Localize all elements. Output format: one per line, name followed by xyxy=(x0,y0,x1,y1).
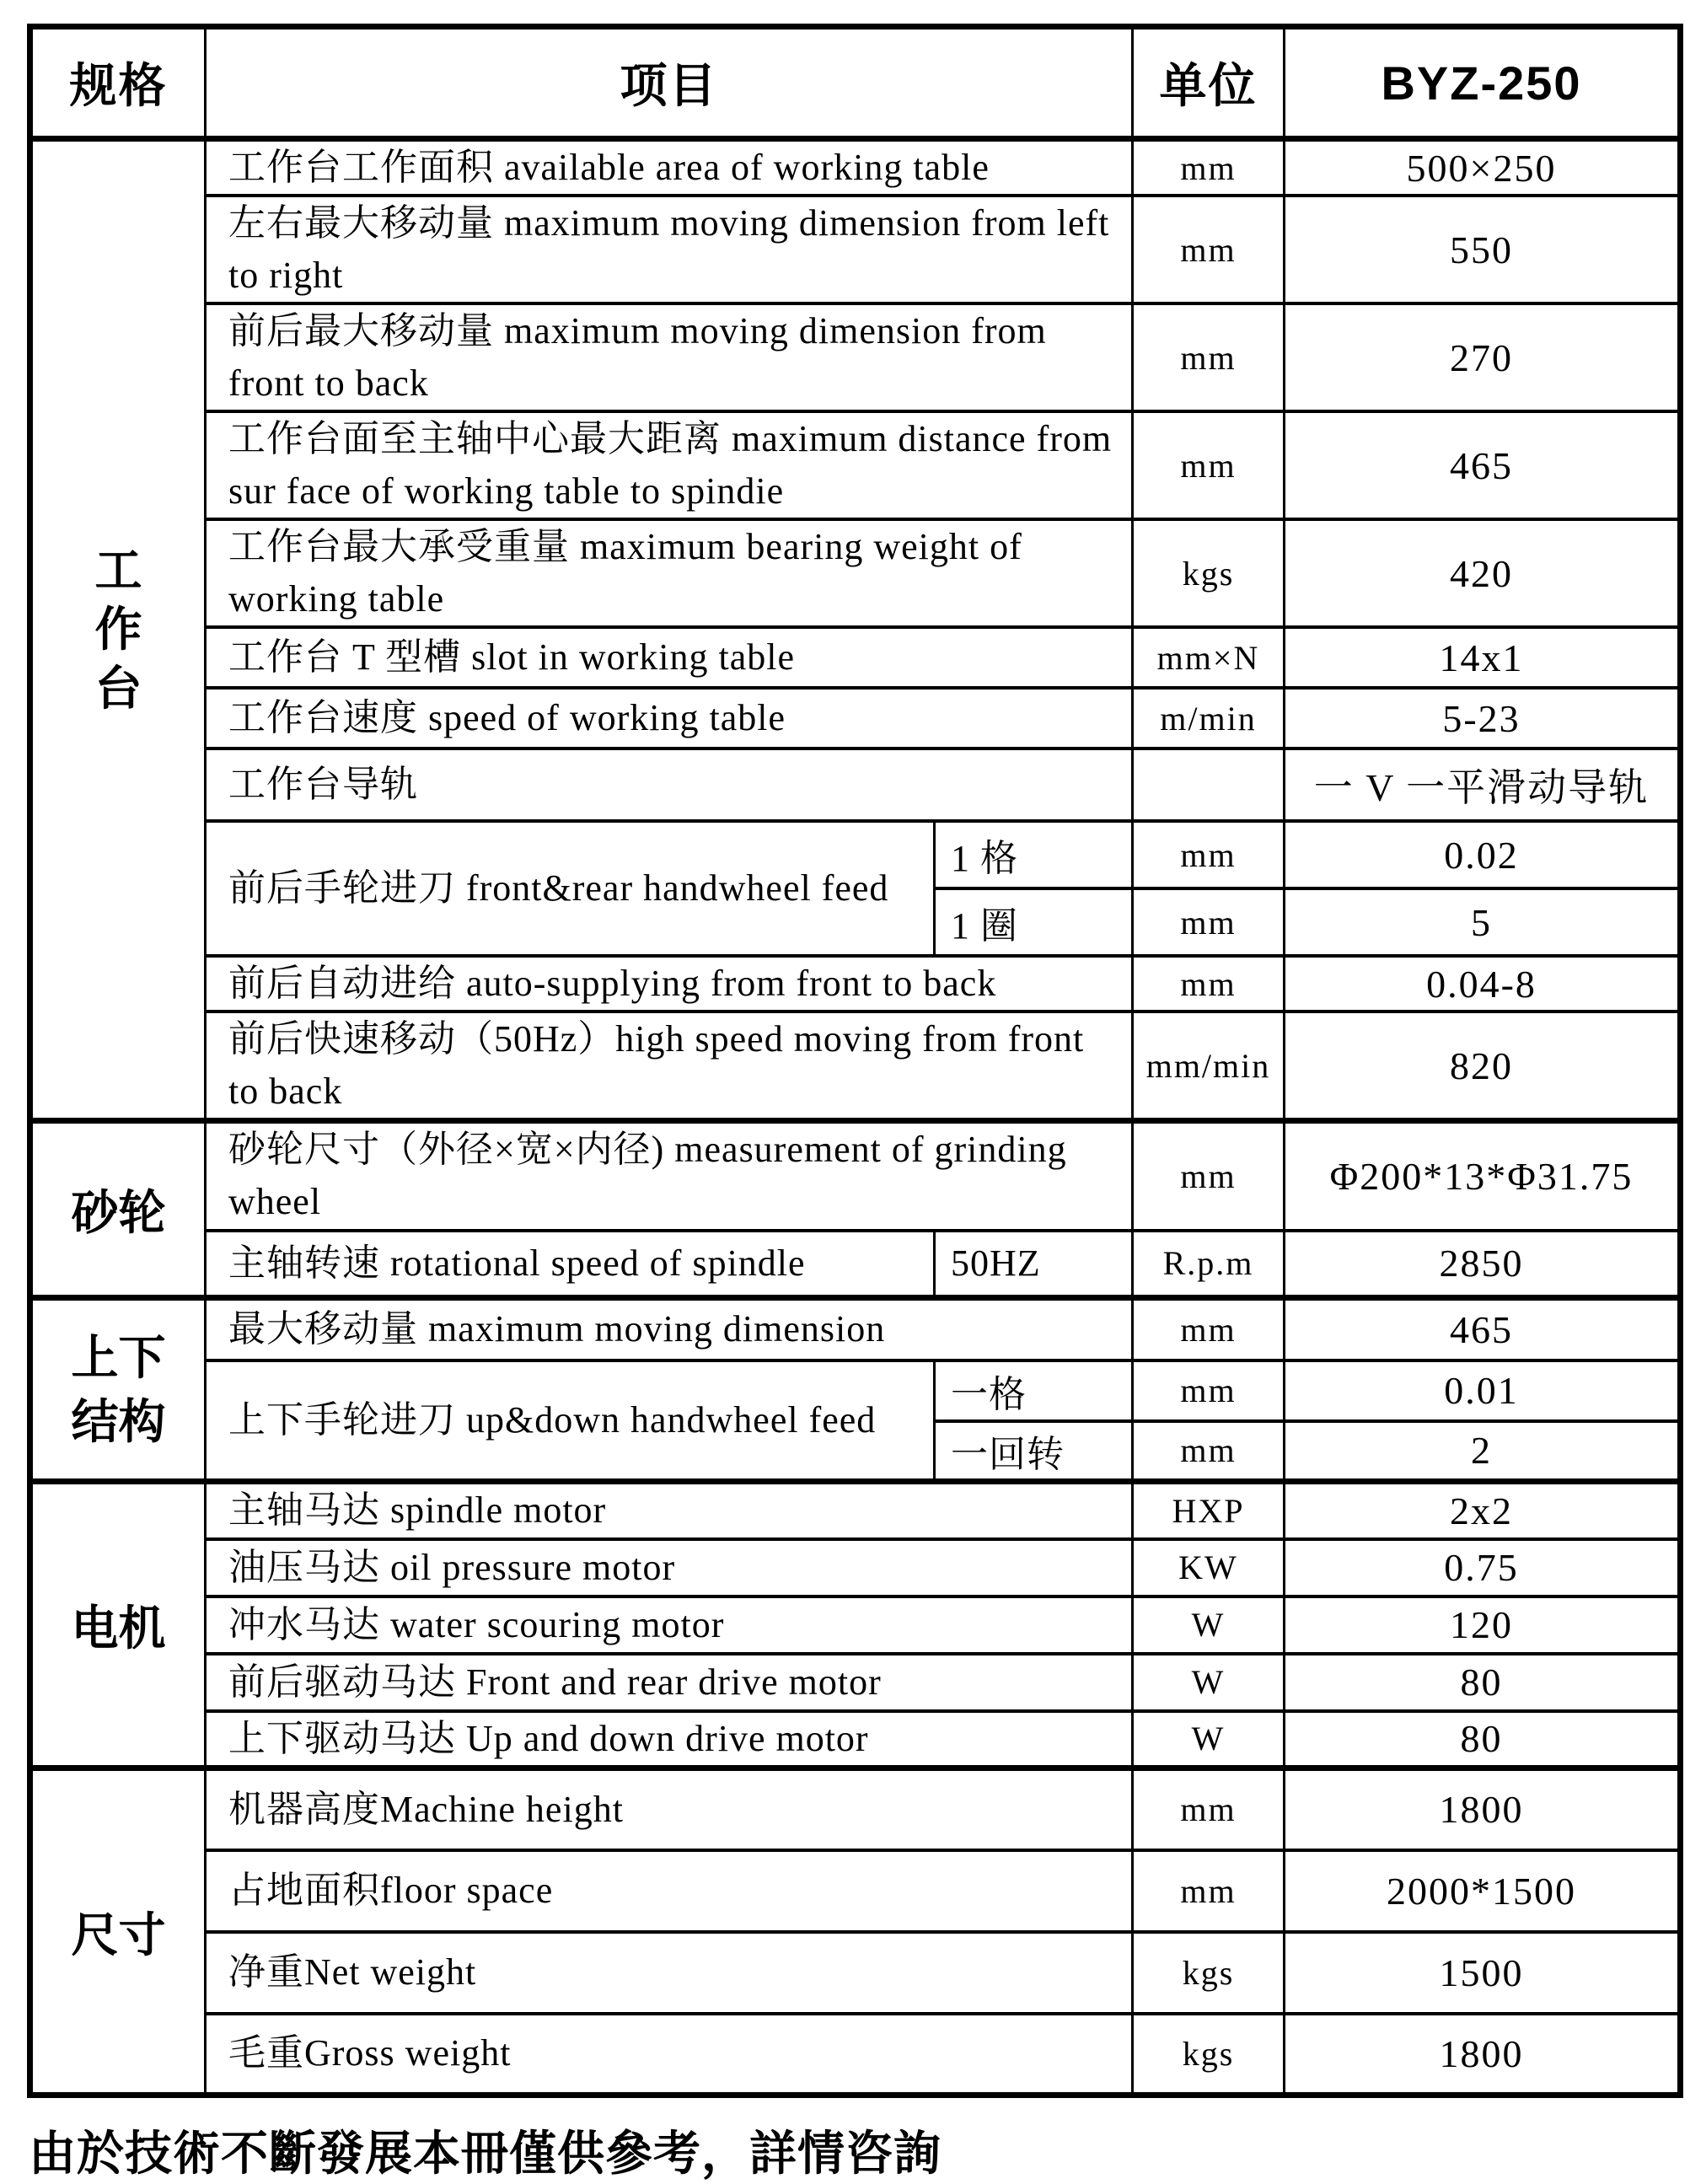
unit-cell: m/min xyxy=(1133,688,1285,749)
group-label-text: 工作台 xyxy=(94,544,142,715)
header-row xyxy=(30,27,1681,139)
value-cell: 820 xyxy=(1285,1012,1681,1121)
item-cell: 前后自动进给 auto-supplying from front to back xyxy=(206,956,1133,1012)
unit-cell: W xyxy=(1133,1654,1285,1711)
group-label-size: 尺寸 xyxy=(30,1768,206,2095)
value-cell: 5-23 xyxy=(1285,688,1681,749)
table-row xyxy=(30,1539,1681,1596)
group-label-worktable xyxy=(30,139,206,1121)
unit-cell: KW xyxy=(1133,1539,1285,1596)
value-cell: 5 xyxy=(1285,888,1681,956)
item-cell: 机器高度Machine height xyxy=(206,1768,1133,1850)
unit-cell: kgs xyxy=(1133,2014,1285,2095)
value-cell: Φ200*13*Φ31.75 xyxy=(1285,1121,1681,1231)
sub-item-cell: 一格 xyxy=(935,1360,1133,1421)
table-row xyxy=(30,1482,1681,1539)
unit-cell: mm×N xyxy=(1133,627,1285,688)
table-row xyxy=(30,303,1681,411)
header-cell-spec: 规格 xyxy=(30,27,206,139)
sub-item-cell: 50HZ xyxy=(935,1231,1133,1298)
table-row xyxy=(30,1231,1681,1298)
value-cell: 0.02 xyxy=(1285,821,1681,888)
item-cell: 工作台最大承受重量 maximum bearing weight of working table xyxy=(206,519,1133,627)
sub-item-cell: 1 圈 xyxy=(935,888,1133,956)
item-cell: 前后快速移动（50Hz）high speed moving from front to back xyxy=(206,1012,1133,1121)
group-label-text: 上下结构 xyxy=(71,1330,166,1448)
item-cell: 净重Net weight xyxy=(206,1932,1133,2014)
unit-cell: W xyxy=(1133,1596,1285,1654)
item-cell: 上下驱动马达 Up and down drive motor xyxy=(206,1711,1133,1768)
spec-table xyxy=(27,24,1683,2098)
group-label-updown xyxy=(30,1298,206,1482)
table-row xyxy=(30,1711,1681,1768)
item-cell: 砂轮尺寸（外径×宽×内径) measurement of grinding wheel xyxy=(206,1121,1133,1231)
item-cell: 前后手轮进刀 front&rear handwheel feed xyxy=(206,821,935,956)
unit-cell: mm xyxy=(1133,821,1285,888)
unit-cell: mm xyxy=(1133,303,1285,411)
item-cell: 主轴马达 spindle motor xyxy=(206,1482,1133,1539)
table-row xyxy=(30,956,1681,1012)
value-cell: 80 xyxy=(1285,1711,1681,1768)
table-row xyxy=(30,821,1681,888)
value-cell: 0.75 xyxy=(1285,1539,1681,1596)
table-row xyxy=(30,139,1681,196)
value-cell: 2000*1500 xyxy=(1285,1850,1681,1932)
table-row xyxy=(30,688,1681,749)
table-row xyxy=(30,2014,1681,2095)
header-cell-model: BYZ-250 xyxy=(1285,27,1681,139)
value-cell: 1500 xyxy=(1285,1932,1681,2014)
value-cell: 550 xyxy=(1285,196,1681,303)
item-cell: 工作台导轨 xyxy=(206,749,1133,821)
header-cell-unit: 单位 xyxy=(1133,27,1285,139)
table-row xyxy=(30,627,1681,688)
value-cell: 120 xyxy=(1285,1596,1681,1654)
item-cell: 油压马达 oil pressure motor xyxy=(206,1539,1133,1596)
unit-cell: kgs xyxy=(1133,1932,1285,2014)
item-cell: 毛重Gross weight xyxy=(206,2014,1133,2095)
value-cell: 80 xyxy=(1285,1654,1681,1711)
item-cell: 占地面积floor space xyxy=(206,1850,1133,1932)
item-cell: 工作台 T 型槽 slot in working table xyxy=(206,627,1133,688)
group-label-motor: 电机 xyxy=(30,1482,206,1768)
unit-cell: mm/min xyxy=(1133,1012,1285,1121)
table-row xyxy=(30,1298,1681,1360)
table-row xyxy=(30,519,1681,627)
table-row xyxy=(30,1768,1681,1850)
item-cell: 前后驱动马达 Front and rear drive motor xyxy=(206,1654,1133,1711)
value-cell: 2x2 xyxy=(1285,1482,1681,1539)
table-row xyxy=(30,1012,1681,1121)
header-cell-item: 项目 xyxy=(206,27,1133,139)
unit-cell: HXP xyxy=(1133,1482,1285,1539)
unit-cell: W xyxy=(1133,1711,1285,1768)
group-label-wheel: 砂轮 xyxy=(30,1121,206,1298)
sub-item-cell: 1 格 xyxy=(935,821,1133,888)
table-row xyxy=(30,749,1681,821)
unit-cell xyxy=(1133,749,1285,821)
item-cell: 前后最大移动量 maximum moving dimension from front to back xyxy=(206,303,1133,411)
value-cell: 1800 xyxy=(1285,1768,1681,1850)
value-cell: 465 xyxy=(1285,411,1681,519)
unit-cell: mm xyxy=(1133,1360,1285,1421)
unit-cell: mm xyxy=(1133,139,1285,196)
item-cell: 主轴转速 rotational speed of spindle xyxy=(206,1231,935,1298)
value-cell: 0.01 xyxy=(1285,1360,1681,1421)
item-cell: 左右最大移动量 maximum moving dimension from left to right xyxy=(206,196,1133,303)
unit-cell: mm xyxy=(1133,196,1285,303)
table-row xyxy=(30,411,1681,519)
item-cell: 最大移动量 maximum moving dimension xyxy=(206,1298,1133,1360)
footer-note: 由於技術不斷發展本冊僅供參考，詳情咨詢 xyxy=(29,2127,942,2180)
value-cell: 1800 xyxy=(1285,2014,1681,2095)
value-cell: 一 V 一平滑动导轨 xyxy=(1285,749,1681,821)
sub-item-cell: 一回转 xyxy=(935,1421,1133,1482)
unit-cell: R.p.m xyxy=(1133,1231,1285,1298)
item-cell: 工作台面至主轴中心最大距离 maximum distance from sur face of working table to spindie xyxy=(206,411,1133,519)
unit-cell: mm xyxy=(1133,411,1285,519)
table-row xyxy=(30,1850,1681,1932)
unit-cell: mm xyxy=(1133,1421,1285,1482)
unit-cell: mm xyxy=(1133,1850,1285,1932)
item-cell: 工作台速度 speed of working table xyxy=(206,688,1133,749)
value-cell: 0.04-8 xyxy=(1285,956,1681,1012)
unit-cell: mm xyxy=(1133,1298,1285,1360)
value-cell: 2850 xyxy=(1285,1231,1681,1298)
table-row xyxy=(30,196,1681,303)
item-cell: 工作台工作面积 available area of working table xyxy=(206,139,1133,196)
value-cell: 2 xyxy=(1285,1421,1681,1482)
value-cell: 270 xyxy=(1285,303,1681,411)
table-row xyxy=(30,1360,1681,1421)
unit-cell: mm xyxy=(1133,1121,1285,1231)
item-cell: 上下手轮进刀 up&down handwheel feed xyxy=(206,1360,935,1482)
table-row xyxy=(30,1932,1681,2014)
unit-cell: mm xyxy=(1133,956,1285,1012)
item-cell: 冲水马达 water scouring motor xyxy=(206,1596,1133,1654)
value-cell: 465 xyxy=(1285,1298,1681,1360)
unit-cell: mm xyxy=(1133,888,1285,956)
value-cell: 500×250 xyxy=(1285,139,1681,196)
table-row xyxy=(30,1121,1681,1231)
value-cell: 420 xyxy=(1285,519,1681,627)
table-row xyxy=(30,1654,1681,1711)
table-row xyxy=(30,1596,1681,1654)
unit-cell: kgs xyxy=(1133,519,1285,627)
unit-cell: mm xyxy=(1133,1768,1285,1850)
value-cell: 14x1 xyxy=(1285,627,1681,688)
spec-sheet-page xyxy=(27,24,1677,2184)
